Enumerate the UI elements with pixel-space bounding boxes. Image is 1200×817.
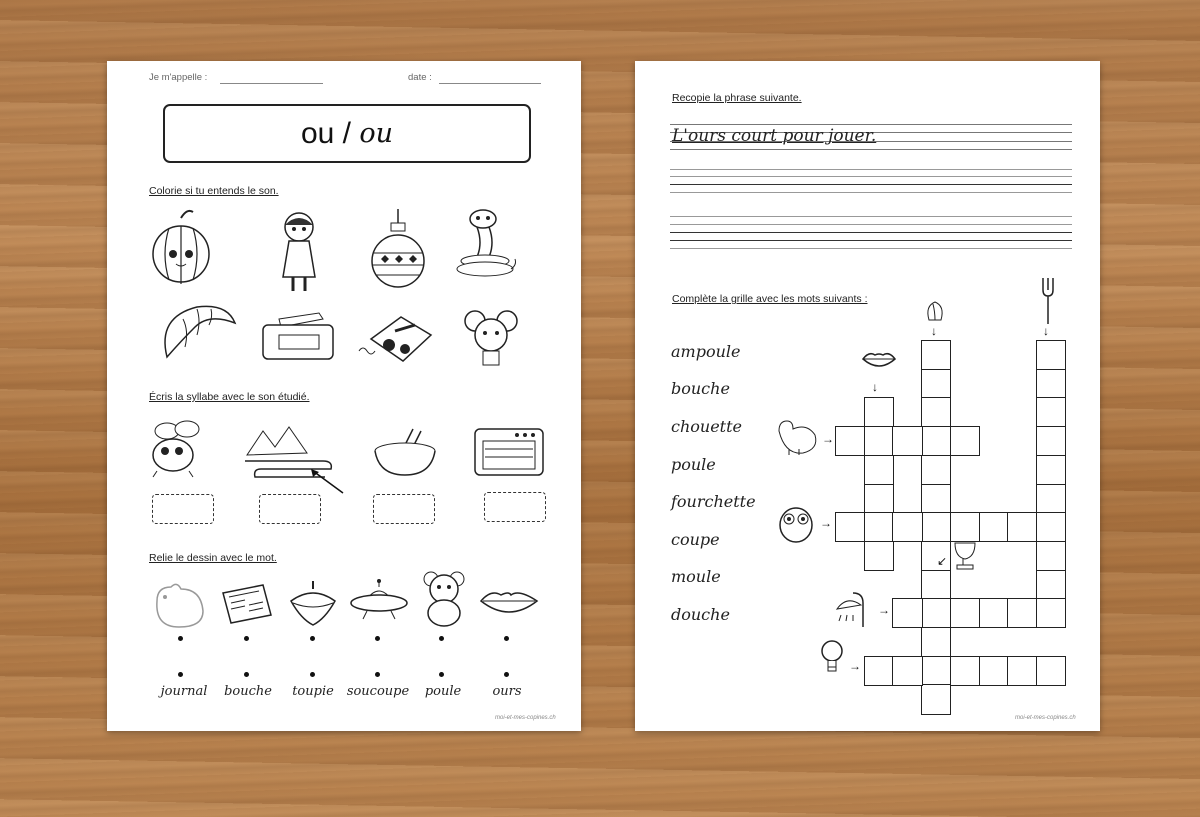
title-separator: / <box>334 116 360 150</box>
crossword-cell[interactable] <box>921 484 951 514</box>
croissant-icon <box>159 301 237 361</box>
word-journal: journal <box>160 684 208 699</box>
word-list-item: poule <box>671 455 716 474</box>
oven-icon <box>473 427 545 477</box>
name-line <box>220 83 323 84</box>
section-color-heading: Colorie si tu entends le son. <box>149 185 279 197</box>
trophy-icon <box>949 541 981 571</box>
ornament-icon <box>371 209 425 295</box>
pumpkin-icon <box>151 206 211 286</box>
worksheet-page-right <box>635 61 1100 731</box>
sharpener-icon <box>355 311 439 367</box>
crossword-cell[interactable] <box>1036 512 1066 542</box>
crossword-cell[interactable] <box>1036 455 1066 485</box>
doll-icon <box>277 211 321 301</box>
crossword-cell[interactable] <box>921 656 951 686</box>
snake-icon <box>455 207 517 281</box>
name-label: Je m'appelle : <box>149 72 208 83</box>
worksheet-page-left <box>107 61 581 731</box>
date-line <box>439 83 541 84</box>
crossword-cell[interactable] <box>921 512 951 542</box>
crossword-cell[interactable] <box>1007 512 1037 542</box>
link-dot-bottom-3[interactable] <box>310 672 315 677</box>
title-print: ou <box>300 116 335 150</box>
copy-instruction: Recopie la phrase suivante. <box>672 92 802 104</box>
answer-box-2[interactable] <box>259 494 321 524</box>
mouse-icon <box>461 307 523 369</box>
lightbulb-icon <box>821 639 843 685</box>
crossword-cell[interactable] <box>1036 570 1066 600</box>
word-soucoupe: soucoupe <box>346 684 410 699</box>
crossword-cell[interactable] <box>979 656 1009 686</box>
word-toupie: toupie <box>292 684 334 699</box>
bee-icon <box>143 419 207 479</box>
spinning-top-icon <box>285 579 341 627</box>
crossword-cell[interactable] <box>1036 426 1066 456</box>
lips-icon <box>479 589 539 617</box>
crossword-cell[interactable] <box>1036 541 1066 571</box>
crossword-cell[interactable] <box>921 598 951 628</box>
answer-box-4[interactable] <box>484 492 546 522</box>
footer-credit: moi-et-mes-copines.ch <box>1015 715 1076 721</box>
crossword-cell[interactable] <box>1036 369 1066 399</box>
crossword-cell[interactable] <box>921 570 951 600</box>
newspaper-icon <box>219 583 275 625</box>
crossword-cell[interactable] <box>921 426 951 456</box>
crossword-cell[interactable] <box>892 598 922 628</box>
link-dot-top-3[interactable] <box>310 636 315 641</box>
crossword-cell[interactable] <box>921 369 951 399</box>
crossword-cell[interactable] <box>1036 340 1066 370</box>
grid-instruction: Complète la grille avec les mots suivants : <box>672 293 868 305</box>
crossword-cell[interactable] <box>864 397 894 427</box>
crossword-cell[interactable] <box>892 656 922 686</box>
arrow-right-icon: → <box>822 432 834 446</box>
date-label: date : <box>408 72 432 83</box>
copy-writing-area[interactable] <box>671 151 1072 251</box>
crossword-cell[interactable] <box>1036 598 1066 628</box>
word-ours: ours <box>492 684 522 699</box>
mussel-icon <box>925 300 945 322</box>
rooster-icon <box>773 417 821 457</box>
crossword-cell[interactable] <box>1007 598 1037 628</box>
link-dot-bottom-5[interactable] <box>439 672 444 677</box>
title-cursive: ou <box>359 118 394 149</box>
word-list-item: moule <box>671 567 721 586</box>
link-dot-top-6[interactable] <box>504 636 509 641</box>
arrow-down-icon: ↓ <box>931 324 937 338</box>
crossword-cell[interactable] <box>950 512 980 542</box>
crossword-cell[interactable] <box>864 426 894 456</box>
crossword-cell[interactable] <box>892 512 922 542</box>
road-icon <box>243 421 353 501</box>
link-dot-bottom-2[interactable] <box>244 672 249 677</box>
hen-icon <box>151 581 207 627</box>
word-list-item: ampoule <box>671 342 741 361</box>
arrow-right-icon: → <box>849 659 861 673</box>
crossword-cell[interactable] <box>950 426 980 456</box>
crossword-cell[interactable] <box>921 627 951 657</box>
ufo-icon <box>349 579 409 625</box>
crossword-cell[interactable] <box>835 512 865 542</box>
word-list-item: douche <box>671 605 730 624</box>
section-link-heading: Relie le dessin avec le mot. <box>149 552 277 564</box>
crossword-cell[interactable] <box>1036 484 1066 514</box>
answer-box-3[interactable] <box>373 494 435 524</box>
link-dot-top-2[interactable] <box>244 636 249 641</box>
answer-box-1[interactable] <box>152 494 214 524</box>
page-title <box>163 104 531 163</box>
arrow-down-icon: ↙ <box>937 554 948 568</box>
crossword-cell[interactable] <box>921 397 951 427</box>
arrow-down-icon: ↓ <box>872 380 878 394</box>
link-dot-top-5[interactable] <box>439 636 444 641</box>
crossword-cell[interactable] <box>864 455 894 485</box>
crossword-cell[interactable] <box>864 656 894 686</box>
crossword-cell[interactable] <box>835 426 865 456</box>
crossword-cell[interactable] <box>864 512 894 542</box>
pencil-case-icon <box>259 311 337 363</box>
arrow-right-icon: → <box>820 516 832 530</box>
link-dot-bottom-4[interactable] <box>375 672 380 677</box>
crossword-cell[interactable] <box>892 426 922 456</box>
crossword-cell[interactable] <box>979 598 1009 628</box>
crossword-cell[interactable] <box>921 684 951 714</box>
word-list-item: bouche <box>671 379 730 398</box>
crossword-cell[interactable] <box>1036 656 1066 686</box>
crossword-cell[interactable] <box>950 656 980 686</box>
arrow-down-icon: ↓ <box>1043 324 1049 338</box>
owl-icon <box>777 503 815 543</box>
word-list-item: fourchette <box>671 492 756 511</box>
lips-icon <box>861 351 897 369</box>
soup-icon <box>373 427 439 477</box>
shower-icon <box>833 591 869 631</box>
link-dot-bottom-1[interactable] <box>178 672 183 677</box>
link-dot-top-4[interactable] <box>375 636 380 641</box>
link-dot-bottom-6[interactable] <box>504 672 509 677</box>
word-bouche: bouche <box>224 684 272 699</box>
word-list-item: coupe <box>671 530 720 549</box>
model-sentence: L'ours court pour jouer. <box>672 126 877 146</box>
link-dot-top-1[interactable] <box>178 636 183 641</box>
teddy-bear-icon <box>419 569 469 627</box>
crossword-cell[interactable] <box>1007 656 1037 686</box>
crossword-cell[interactable] <box>864 541 894 571</box>
crossword-cell[interactable] <box>979 512 1009 542</box>
crossword-cell[interactable] <box>864 484 894 514</box>
crossword-cell[interactable] <box>921 455 951 485</box>
word-list-item: chouette <box>671 417 742 436</box>
crossword-cell[interactable] <box>1036 397 1066 427</box>
section-write-heading: Écris la syllabe avec le son étudié. <box>149 391 310 403</box>
word-poule: poule <box>424 684 462 699</box>
footer-credit: moi-et-mes-copines.ch <box>495 715 556 721</box>
crossword-cell[interactable] <box>921 340 951 370</box>
crossword-cell[interactable] <box>950 598 980 628</box>
arrow-right-icon: → <box>878 603 890 617</box>
fork-icon <box>1041 276 1055 326</box>
